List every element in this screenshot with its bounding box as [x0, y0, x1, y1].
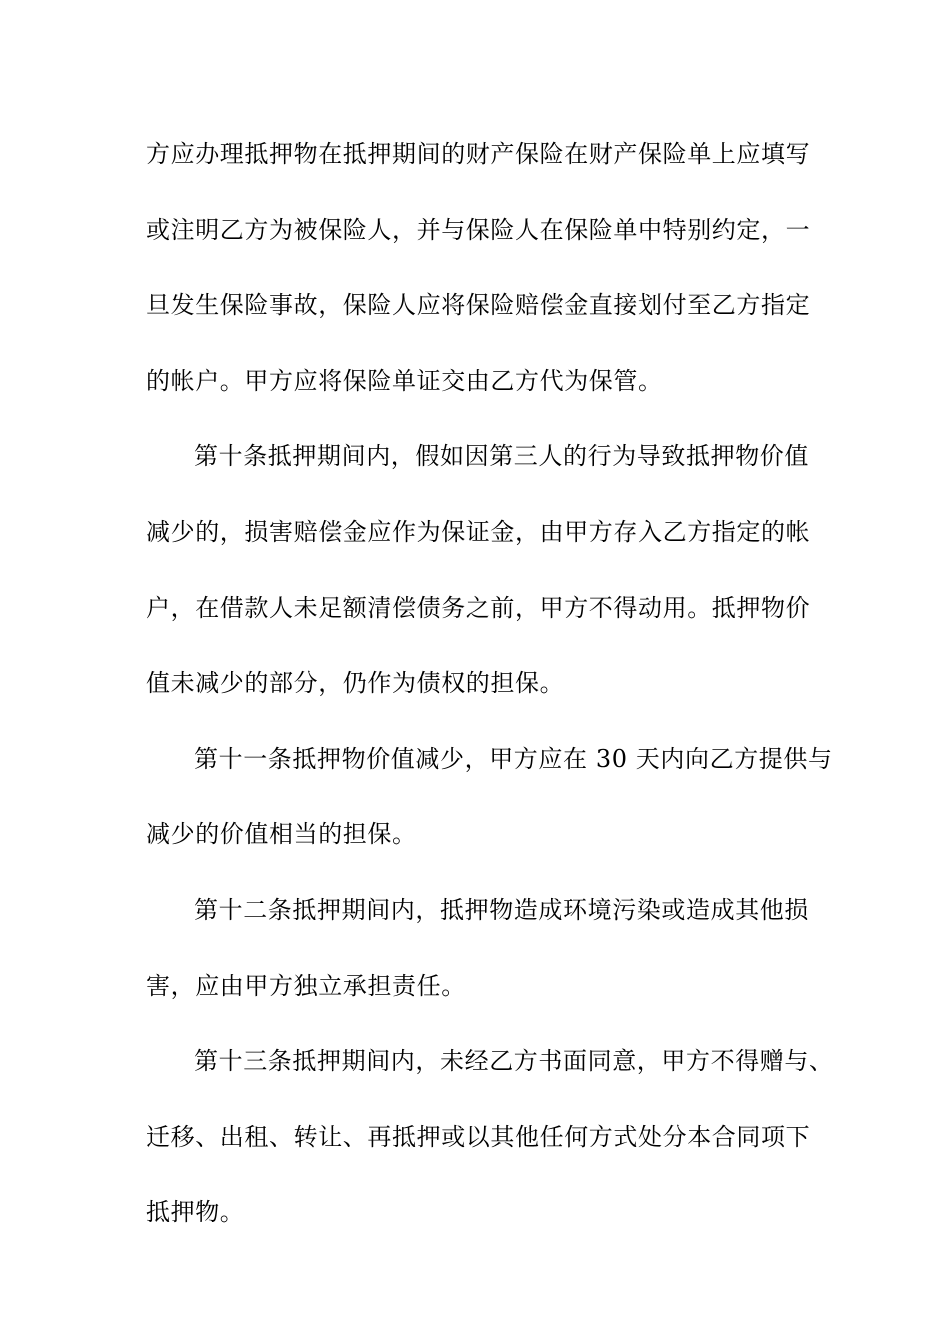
text-line-4: 的帐户。甲方应将保险单证交由乙方代为保管。 [146, 366, 663, 395]
text-line-10: 减少的价值相当的担保。 [146, 820, 417, 849]
article-12-heading-line: 第十二条抵押期间内，抵押物造成环境污染或造成其他损 [194, 895, 809, 924]
text-line-2: 或注明乙方为被保险人，并与保险人在保险单中特别约定，一 [146, 215, 811, 244]
text-line-15: 抵押物。 [146, 1198, 245, 1227]
text-line-12: 害，应由甲方独立承担责任。 [146, 971, 466, 1000]
text-line-8: 值未减少的部分，仍作为债权的担保。 [146, 669, 565, 698]
text-line-7: 户，在借款人未足额清偿债务之前，甲方不得动用。抵押物价 [146, 593, 811, 622]
document-body [146, 130, 834, 1264]
text-line-14: 迁移、出租、转让、再抵押或以其他任何方式处分本合同项下 [146, 1122, 811, 1151]
text-line-6: 减少的，损害赔偿金应作为保证金，由甲方存入乙方指定的帐 [146, 517, 811, 546]
text-line-3: 旦发生保险事故，保险人应将保险赔偿金直接划付至乙方指定 [146, 291, 811, 320]
article-13-heading-line: 第十三条抵押期间内，未经乙方书面同意，甲方不得赠与、 [194, 1047, 834, 1076]
article-10-heading-line: 第十条抵押期间内，假如因第三人的行为导致抵押物价值 [194, 442, 809, 471]
article-11-heading-line: 第十一条抵押物价值减少，甲方应在 30 天内向乙方提供与 [194, 744, 833, 773]
text-line-1: 方应办理抵押物在抵押期间的财产保险在财产保险单上应填写 [146, 140, 811, 168]
